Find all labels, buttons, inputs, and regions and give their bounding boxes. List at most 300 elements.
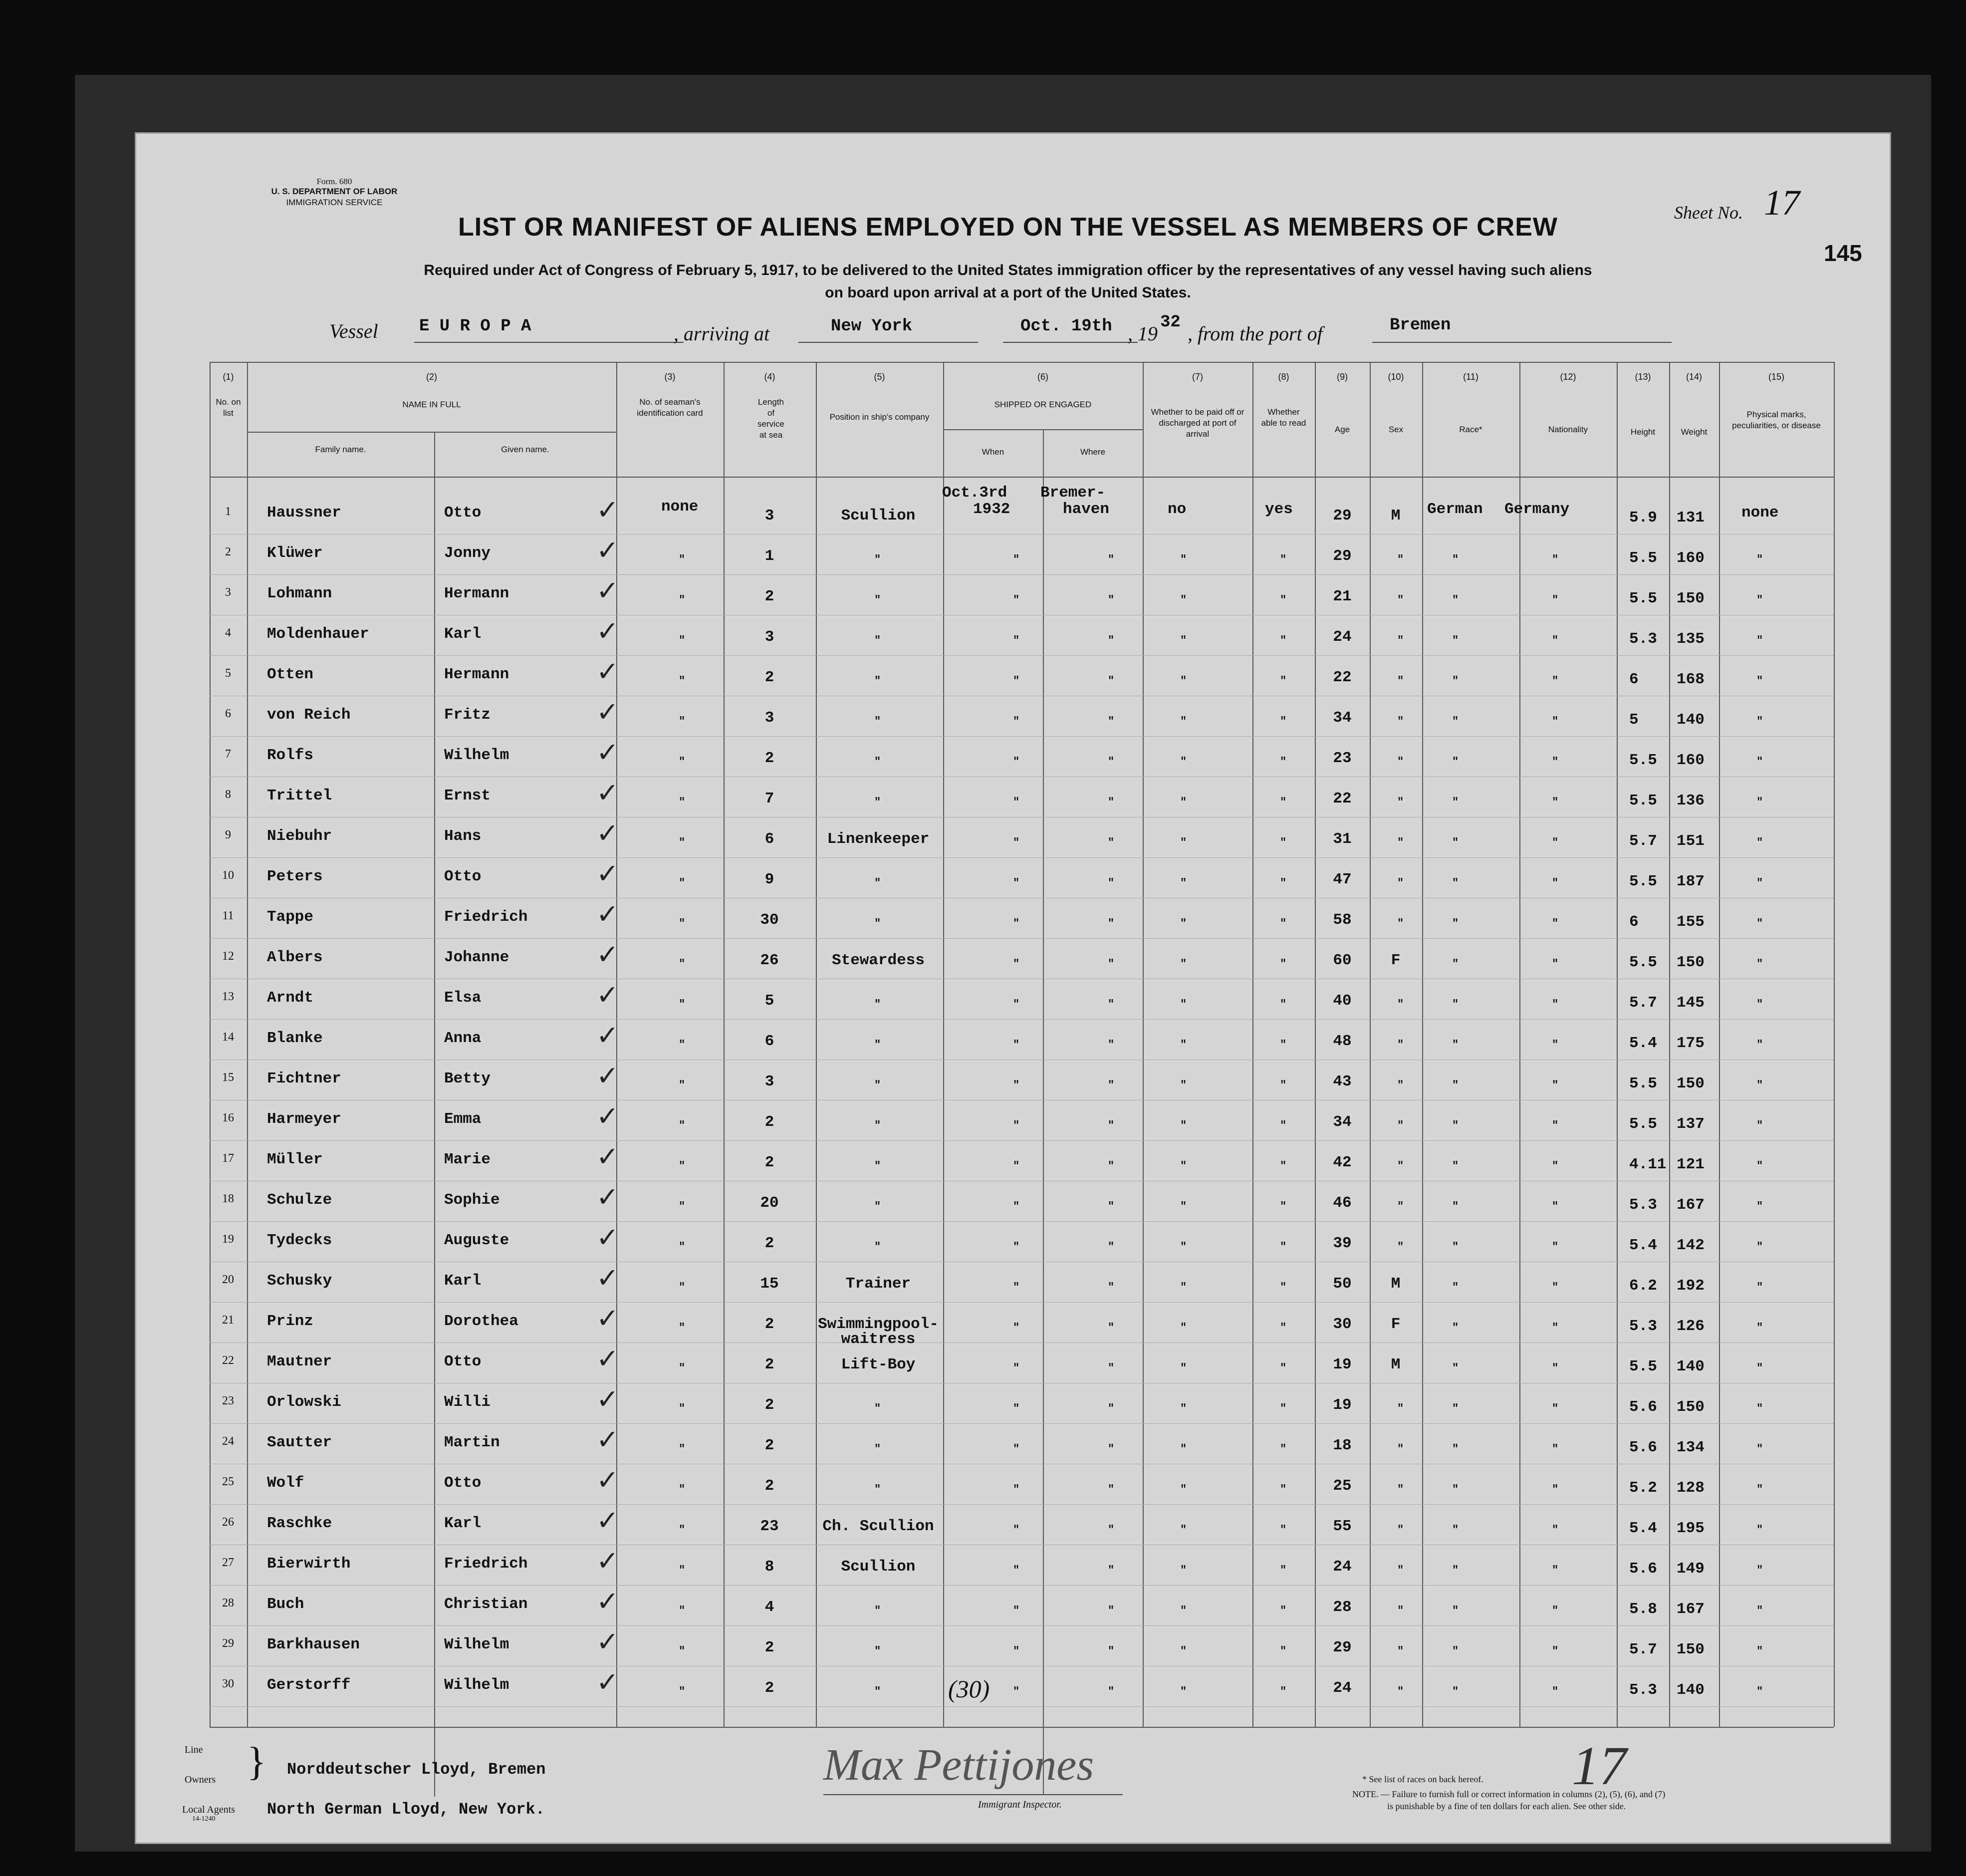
agents-value: North German Lloyd, New York. — [267, 1800, 545, 1819]
row-number: 7 — [225, 748, 231, 761]
ditto-mark: " — [679, 1160, 686, 1172]
ditto-mark: " — [1108, 1443, 1115, 1455]
header-sex: Sex — [1388, 425, 1404, 434]
age-value: 22 — [1333, 669, 1352, 686]
table-row — [210, 1504, 1834, 1505]
age-value: 30 — [1333, 1316, 1352, 1333]
ditto-mark: " — [1013, 1685, 1020, 1698]
ditto-mark: " — [1108, 1160, 1115, 1172]
weight-value: 137 — [1677, 1115, 1705, 1133]
given-name: Anna — [444, 1030, 482, 1047]
column-divider — [434, 432, 435, 1797]
ditto-mark: " — [874, 715, 881, 728]
given-name: Friedrich — [444, 1555, 528, 1573]
ditto-mark: " — [1756, 1281, 1763, 1294]
ditto-mark: " — [1180, 1039, 1187, 1051]
row-number: 11 — [222, 909, 234, 922]
ditto-mark: " — [874, 1605, 881, 1617]
column-number: (15) — [1768, 372, 1784, 382]
ditto-mark: " — [679, 756, 686, 768]
table-row — [210, 938, 1834, 939]
ditto-mark: " — [1552, 1322, 1559, 1334]
family-name: Schusky — [267, 1272, 332, 1290]
given-name: Christian — [444, 1596, 528, 1613]
ditto-mark: " — [1552, 877, 1559, 889]
manifest-sheet — [135, 132, 1891, 1844]
ditto-mark: " — [1280, 1241, 1287, 1253]
family-name: Arndt — [267, 989, 314, 1007]
ditto-mark: " — [1452, 1443, 1459, 1455]
ditto-mark: " — [1280, 1281, 1287, 1294]
departure-port: Bremen — [1390, 316, 1451, 335]
height-value: 5.5 — [1629, 1075, 1657, 1092]
height-value: 5.7 — [1629, 994, 1657, 1012]
weight-value: 151 — [1677, 832, 1705, 850]
ditto-mark: " — [1280, 958, 1287, 970]
column-divider — [1669, 362, 1670, 1727]
ditto-mark: " — [1280, 836, 1287, 849]
family-name: Klüwer — [267, 544, 323, 562]
ditto-mark: " — [1756, 634, 1763, 647]
ditto-mark: " — [1013, 998, 1020, 1011]
name-subheader-line — [247, 432, 616, 433]
header-seaman-id: No. of seaman's identification card — [637, 397, 703, 418]
service-length: 26 — [760, 952, 779, 969]
service-length: 2 — [764, 1639, 774, 1656]
ditto-mark: " — [1452, 1564, 1459, 1577]
from-underline — [1372, 342, 1672, 343]
sex-value: M — [1391, 1356, 1401, 1373]
ditto-mark: " — [1280, 917, 1287, 930]
ditto-mark: " — [1397, 634, 1404, 647]
weight-value: 126 — [1677, 1318, 1705, 1335]
ditto-mark: " — [1756, 1645, 1763, 1657]
ditto-mark: " — [1552, 1362, 1559, 1374]
age-value: 31 — [1333, 830, 1352, 848]
ditto-mark: " — [679, 1685, 686, 1698]
ditto-mark: " — [1397, 796, 1404, 808]
height-value: 5.6 — [1629, 1439, 1657, 1456]
ditto-mark: " — [1756, 1605, 1763, 1617]
date-underline — [1003, 342, 1138, 343]
table-row — [210, 655, 1834, 656]
ditto-mark: " — [1108, 594, 1115, 606]
column-number: (10) — [1388, 372, 1404, 382]
agents-label: Local Agents — [182, 1804, 236, 1815]
ditto-mark: " — [1180, 1241, 1187, 1253]
height-value: 5.2 — [1629, 1479, 1657, 1497]
check-mark-icon: ✓ — [596, 777, 619, 808]
ditto-mark: " — [1180, 1160, 1187, 1172]
table-row — [210, 1140, 1834, 1141]
service-length: 2 — [764, 588, 774, 605]
height-value: 5.8 — [1629, 1601, 1657, 1618]
ditto-mark: " — [1108, 1200, 1115, 1213]
weight-value: 142 — [1677, 1237, 1705, 1254]
penalty-note-2: is punishable by a fine of ten dollars for each alien. See other side. — [1387, 1801, 1626, 1811]
ditto-mark: " — [679, 1362, 686, 1374]
ditto-mark: " — [1452, 715, 1459, 728]
age-value: 21 — [1333, 588, 1352, 605]
table-row — [210, 1706, 1834, 1707]
ditto-mark: " — [1280, 1564, 1287, 1577]
column-divider — [1043, 429, 1044, 1794]
age-value: 29 — [1333, 507, 1352, 525]
ditto-mark: " — [1552, 1160, 1559, 1172]
check-mark-icon: ✓ — [596, 696, 619, 728]
service-length: 2 — [764, 1477, 774, 1495]
ditto-mark: " — [1552, 917, 1559, 930]
ditto-mark: " — [1756, 756, 1763, 768]
height-value: 5.5 — [1629, 873, 1657, 890]
ditto-mark: " — [1756, 1362, 1763, 1374]
header-weight: Weight — [1681, 427, 1708, 437]
given-name: Hans — [444, 827, 482, 845]
ditto-mark: " — [1452, 958, 1459, 970]
ditto-mark: " — [1180, 715, 1187, 728]
check-mark-icon: ✓ — [596, 535, 619, 566]
ditto-mark: " — [1280, 1685, 1287, 1698]
ditto-mark: " — [1013, 1362, 1020, 1374]
owner-value: Norddeutscher Lloyd, Bremen — [287, 1760, 546, 1779]
column-number: (11) — [1463, 372, 1478, 382]
ditto-mark: " — [1452, 1119, 1459, 1132]
ditto-mark: " — [1108, 553, 1115, 566]
ditto-mark: " — [1452, 1645, 1459, 1657]
ditto-mark: " — [874, 1443, 881, 1455]
service-length: 2 — [764, 1235, 774, 1252]
height-value: 5.4 — [1629, 1237, 1657, 1254]
family-name: Bierwirth — [267, 1555, 351, 1573]
row-number: 10 — [222, 869, 234, 882]
height-value: 5.4 — [1629, 1035, 1657, 1052]
ditto-mark: " — [1552, 1039, 1559, 1051]
given-name: Otto — [444, 868, 482, 885]
given-name: Wilhelm — [444, 1676, 509, 1694]
row-number: 3 — [225, 586, 231, 599]
column-divider — [1252, 362, 1253, 1727]
ditto-mark: " — [1108, 1645, 1115, 1657]
ditto-mark: " — [1552, 1281, 1559, 1294]
weight-value: 160 — [1677, 549, 1705, 567]
table-top-border — [210, 362, 1834, 363]
ditto-mark: " — [1552, 553, 1559, 566]
age-value: 24 — [1333, 628, 1352, 646]
ditto-mark: " — [679, 836, 686, 849]
header-shipped: SHIPPED OR ENGAGED — [994, 400, 1092, 409]
ditto-mark: " — [1108, 715, 1115, 728]
family-name: Moldenhauer — [267, 625, 369, 643]
family-name: Tappe — [267, 908, 314, 926]
position-value: Scullion — [841, 1558, 916, 1576]
ditto-mark: " — [1280, 1362, 1287, 1374]
ditto-mark: " — [1452, 553, 1459, 566]
service-length: 2 — [764, 1113, 774, 1131]
weight-value: 134 — [1677, 1439, 1705, 1456]
ditto-mark: " — [1452, 594, 1459, 606]
given-name: Karl — [444, 625, 482, 643]
ditto-mark: " — [1108, 634, 1115, 647]
weight-value: 140 — [1677, 1681, 1705, 1699]
ditto-mark: " — [679, 1281, 686, 1294]
ditto-mark: " — [1397, 877, 1404, 889]
ditto-mark: " — [1180, 1483, 1187, 1496]
ditto-mark: " — [1108, 756, 1115, 768]
height-value: 5.5 — [1629, 1358, 1657, 1375]
ditto-mark: " — [679, 1605, 686, 1617]
check-mark-icon: ✓ — [596, 1303, 619, 1334]
ditto-mark: " — [1552, 836, 1559, 849]
ditto-mark: " — [1108, 998, 1115, 1011]
position-value: Scullion — [841, 507, 916, 525]
ditto-mark: " — [1552, 756, 1559, 768]
column-number: (9) — [1337, 372, 1348, 382]
weight-value: 140 — [1677, 1358, 1705, 1375]
ditto-mark: " — [1180, 1079, 1187, 1091]
column-number: (8) — [1278, 372, 1289, 382]
family-name: Müller — [267, 1151, 323, 1168]
ditto-mark: " — [679, 998, 686, 1011]
ditto-mark: " — [1180, 553, 1187, 566]
ditto-mark: " — [1108, 1362, 1115, 1374]
family-name: Gerstorff — [267, 1676, 351, 1694]
weight-value: 168 — [1677, 671, 1705, 688]
ditto-mark: " — [1108, 675, 1115, 687]
weight-value: 195 — [1677, 1520, 1705, 1537]
ditto-mark: " — [679, 1645, 686, 1657]
ditto-mark: " — [1397, 1241, 1404, 1253]
family-name: Barkhausen — [267, 1636, 360, 1653]
weight-value: 155 — [1677, 913, 1705, 931]
able-read-value: yes — [1265, 501, 1293, 518]
ditto-mark: " — [1108, 958, 1115, 970]
vessel-label: Vessel — [329, 320, 378, 342]
ditto-mark: " — [1013, 877, 1020, 889]
arrival-year: 32 — [1160, 313, 1181, 332]
ditto-mark: " — [1180, 1281, 1187, 1294]
ditto-mark: " — [1452, 1322, 1459, 1334]
column-divider — [1834, 362, 1835, 1727]
given-name: Willi — [444, 1393, 491, 1411]
shipped-where-line-1: Bremer- — [1040, 484, 1106, 502]
header-able-read: Whether able to read — [1261, 407, 1306, 428]
ditto-mark: " — [679, 1119, 686, 1132]
ditto-mark: " — [1552, 1564, 1559, 1577]
age-value: 40 — [1333, 992, 1352, 1010]
ditto-mark: " — [1756, 1322, 1763, 1334]
height-value: 5.3 — [1629, 630, 1657, 648]
given-name: Friedrich — [444, 908, 528, 926]
table-row — [210, 1019, 1834, 1020]
given-name: Elsa — [444, 989, 482, 1007]
service-length: 7 — [764, 790, 774, 807]
given-name: Fritz — [444, 706, 491, 724]
ditto-mark: " — [874, 1079, 881, 1091]
ditto-mark: " — [1280, 1402, 1287, 1415]
ditto-mark: " — [679, 1402, 686, 1415]
header-name-in-full: NAME IN FULL — [402, 400, 461, 409]
height-value: 4.11 — [1629, 1156, 1667, 1173]
family-name: Blanke — [267, 1030, 323, 1047]
ditto-mark: " — [1552, 1524, 1559, 1536]
ditto-mark: " — [1397, 836, 1404, 849]
ditto-mark: " — [1552, 715, 1559, 728]
ditto-mark: " — [1397, 1200, 1404, 1213]
row-number: 4 — [225, 626, 231, 639]
row-number: 12 — [222, 950, 234, 963]
ditto-mark: " — [1180, 1524, 1187, 1536]
ditto-mark: " — [1452, 1524, 1459, 1536]
row-number: 17 — [222, 1152, 234, 1165]
family-name: Raschke — [267, 1515, 332, 1532]
ditto-mark: " — [1397, 553, 1404, 566]
handwritten-count: 17 — [1572, 1735, 1627, 1796]
ditto-mark: " — [1756, 1443, 1763, 1455]
row-number: 25 — [222, 1475, 234, 1488]
ditto-mark: " — [1452, 917, 1459, 930]
ditto-mark: " — [1756, 1685, 1763, 1698]
ditto-mark: " — [1280, 1160, 1287, 1172]
ditto-mark: " — [1397, 1524, 1404, 1536]
ditto-mark: " — [1108, 796, 1115, 808]
ditto-mark: " — [1180, 634, 1187, 647]
ditto-mark: " — [1552, 998, 1559, 1011]
family-name: Buch — [267, 1596, 304, 1613]
row-number: 28 — [222, 1597, 234, 1609]
age-value: 29 — [1333, 1639, 1352, 1656]
family-name: Harmeyer — [267, 1110, 341, 1128]
shipped-subheader-line — [943, 429, 1143, 430]
ditto-mark: " — [1013, 1483, 1020, 1496]
ditto-mark: " — [1108, 1079, 1115, 1091]
service-length: 3 — [764, 1073, 774, 1090]
age-value: 24 — [1333, 1679, 1352, 1697]
table-bottom-border — [210, 1727, 1834, 1728]
age-value: 43 — [1333, 1073, 1352, 1090]
column-number: (3) — [664, 372, 676, 382]
ditto-mark: " — [1397, 756, 1404, 768]
ditto-mark: " — [679, 1079, 686, 1091]
ditto-mark: " — [874, 594, 881, 606]
column-divider — [1519, 362, 1520, 1727]
ditto-mark: " — [874, 1039, 881, 1051]
age-value: 58 — [1333, 911, 1352, 929]
ditto-mark: " — [1452, 1685, 1459, 1698]
service-length: 2 — [764, 1316, 774, 1333]
ditto-mark: " — [1280, 553, 1287, 566]
check-mark-icon: ✓ — [596, 1586, 619, 1617]
ditto-mark: " — [1180, 1200, 1187, 1213]
given-name: Auguste — [444, 1232, 509, 1249]
age-value: 39 — [1333, 1235, 1352, 1252]
ditto-mark: " — [1013, 836, 1020, 849]
ditto-mark: " — [1180, 1443, 1187, 1455]
ditto-mark: " — [1756, 1564, 1763, 1577]
age-value: 24 — [1333, 1558, 1352, 1576]
column-number: (2) — [426, 372, 437, 382]
table-row — [210, 574, 1834, 575]
age-value: 46 — [1333, 1194, 1352, 1212]
ditto-mark: " — [1108, 1564, 1115, 1577]
ditto-mark: " — [1397, 675, 1404, 687]
weight-value: 187 — [1677, 873, 1705, 890]
ditto-mark: " — [1013, 1402, 1020, 1415]
sex-value: F — [1391, 952, 1401, 969]
column-number: (7) — [1192, 372, 1203, 382]
position-value: Stewardess — [831, 952, 925, 969]
ditto-mark: " — [1108, 877, 1115, 889]
weight-value: 167 — [1677, 1601, 1705, 1618]
age-value: 19 — [1333, 1396, 1352, 1414]
ditto-mark: " — [1552, 1645, 1559, 1657]
age-value: 23 — [1333, 750, 1352, 767]
age-value: 18 — [1333, 1437, 1352, 1454]
ditto-mark: " — [874, 1645, 881, 1657]
ditto-mark: " — [679, 1443, 686, 1455]
ditto-mark: " — [1756, 877, 1763, 889]
family-name: Rolfs — [267, 747, 314, 764]
ditto-mark: " — [1552, 1685, 1559, 1698]
arrival-port: New York — [831, 317, 913, 336]
ditto-mark: " — [1756, 998, 1763, 1011]
from-port-label: , from the port of — [1188, 322, 1323, 345]
height-value: 5.3 — [1629, 1681, 1657, 1699]
check-mark-icon: ✓ — [596, 1100, 619, 1132]
line-label: Line — [185, 1744, 203, 1755]
service-length: 2 — [764, 1396, 774, 1414]
agents-code: 14-1240 — [192, 1815, 216, 1823]
ditto-mark: " — [1013, 715, 1020, 728]
given-name: Otto — [444, 1353, 482, 1370]
ditto-mark: " — [1452, 998, 1459, 1011]
ditto-mark: " — [1397, 1039, 1404, 1051]
ditto-mark: " — [1552, 634, 1559, 647]
ditto-mark: " — [1180, 1564, 1187, 1577]
service-length: 2 — [764, 1679, 774, 1697]
ditto-mark: " — [1108, 836, 1115, 849]
check-mark-icon: ✓ — [596, 939, 619, 970]
family-name: Prinz — [267, 1313, 314, 1330]
ditto-mark: " — [1180, 1605, 1187, 1617]
row-number: 30 — [222, 1677, 234, 1690]
ditto-mark: " — [1552, 796, 1559, 808]
ditto-mark: " — [1552, 1605, 1559, 1617]
sex-value: M — [1391, 507, 1401, 525]
weight-value: 136 — [1677, 792, 1705, 809]
height-value: 5.9 — [1629, 509, 1657, 527]
ditto-mark: " — [1756, 1483, 1763, 1496]
port-underline — [798, 342, 978, 343]
ditto-mark: " — [1397, 917, 1404, 930]
ditto-mark: " — [1280, 1483, 1287, 1496]
ditto-mark: " — [1108, 1402, 1115, 1415]
ditto-mark: " — [1013, 1564, 1020, 1577]
ditto-mark: " — [1180, 756, 1187, 768]
ditto-mark: " — [1756, 836, 1763, 849]
service-length: 30 — [760, 911, 779, 929]
ditto-mark: " — [679, 1241, 686, 1253]
height-value: 5 — [1629, 711, 1639, 729]
given-name: Hermann — [444, 666, 509, 683]
height-value: 6.2 — [1629, 1277, 1657, 1295]
family-name: Wolf — [267, 1474, 304, 1492]
given-name: Emma — [444, 1110, 482, 1128]
ditto-mark: " — [1756, 796, 1763, 808]
family-name: Trittel — [267, 787, 332, 804]
service-length: 3 — [764, 709, 774, 727]
age-value: 19 — [1333, 1356, 1352, 1373]
check-mark-icon: ✓ — [596, 1141, 619, 1172]
